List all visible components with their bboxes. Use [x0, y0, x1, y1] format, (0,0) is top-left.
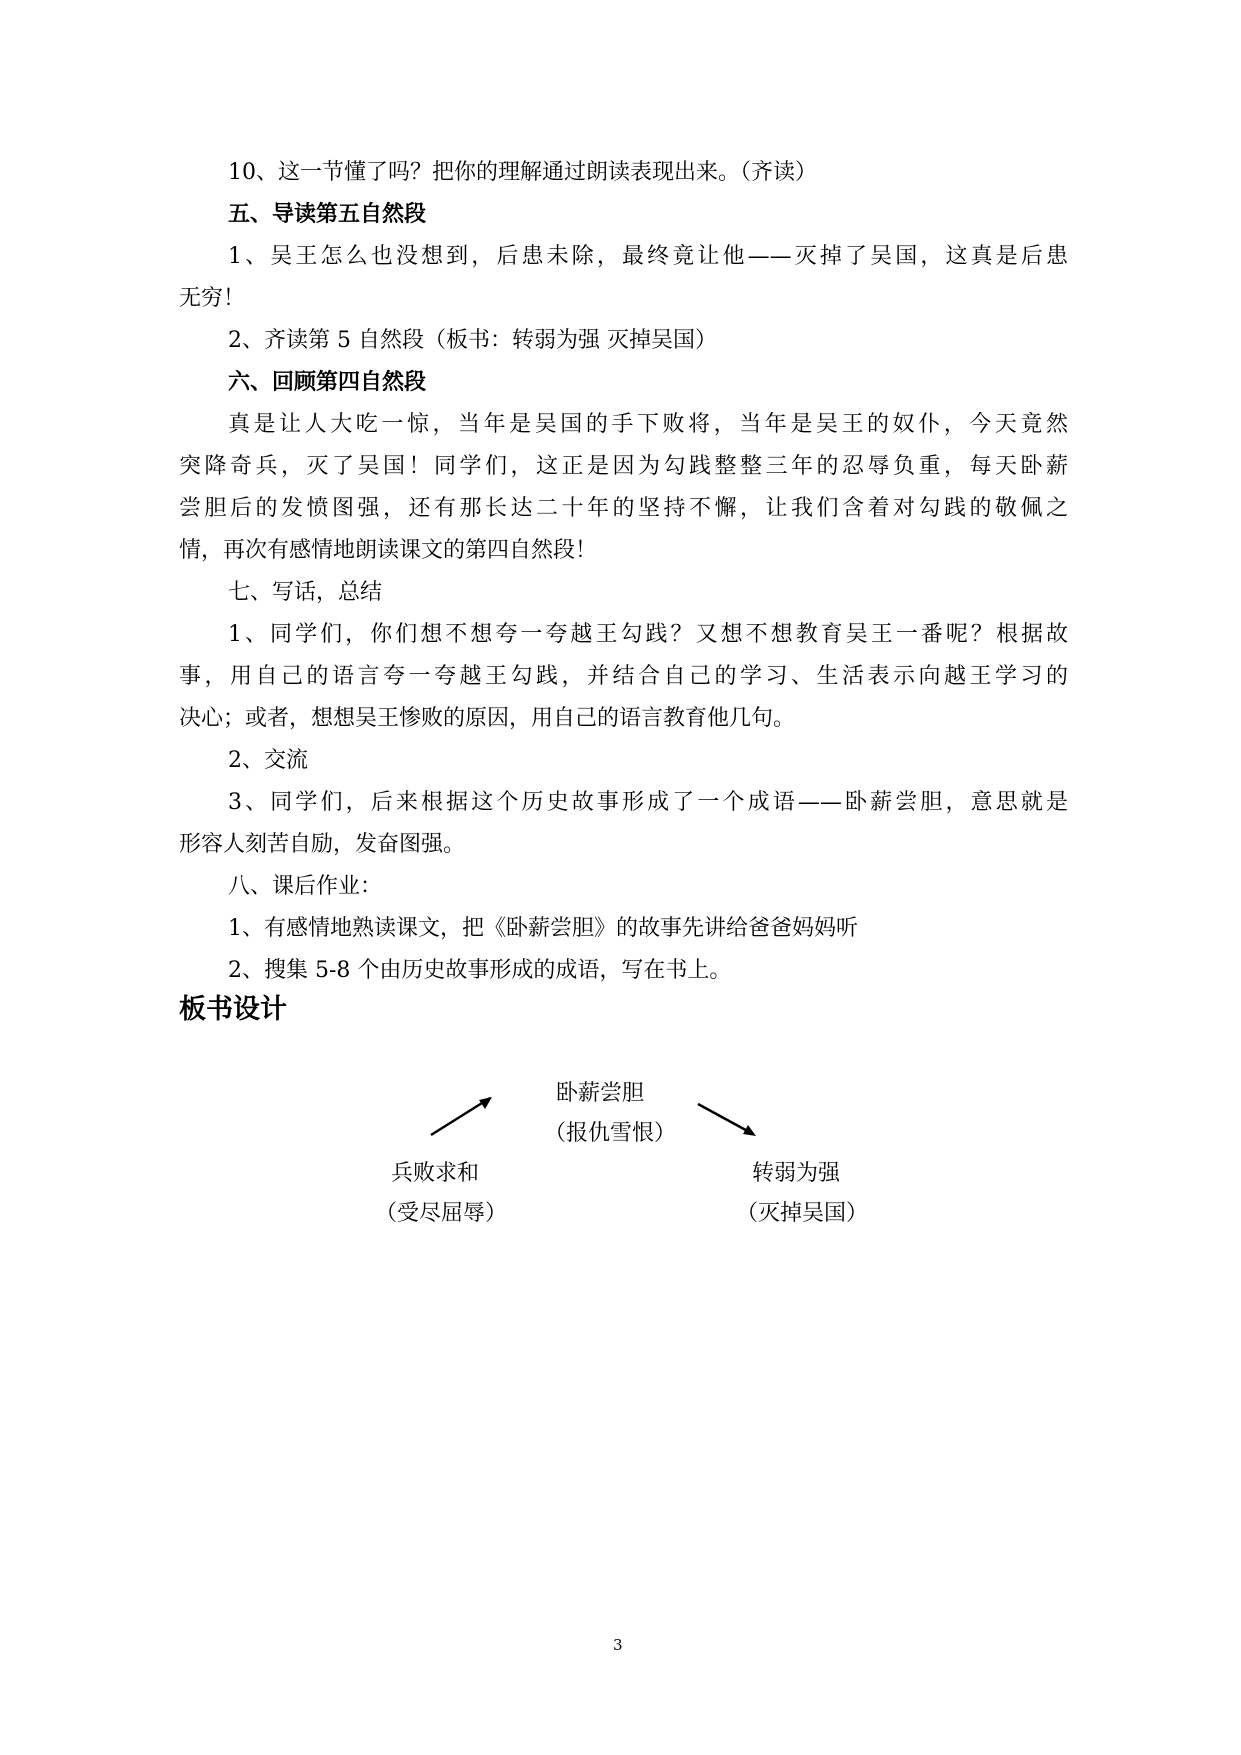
- paragraph-line: 事，用自己的语言夸一夸越王勾践，并结合自己的学习、生活表示向越王学习的: [179, 664, 1068, 689]
- board-left-title: 兵败求和: [391, 1161, 480, 1186]
- section-subheading: 六、回顾第四自然段: [228, 370, 427, 395]
- arrow-down-right-icon: [695, 1100, 759, 1142]
- paragraph-line: 1、有感情地熟读课文，把《卧薪尝胆》的故事先讲给爸爸妈妈听: [228, 916, 858, 941]
- paragraph-line: 2、搜集 5-8 个由历史故事形成的成语，写在书上。: [228, 958, 732, 983]
- paragraph-line: 1、吴王怎么也没想到，后患未除，最终竟让他——灭掉了吴国，这真是后患: [228, 244, 1068, 269]
- board-design-heading: 板书设计: [179, 994, 287, 1025]
- section-subheading: 八、课后作业：: [228, 874, 383, 899]
- paragraph-line: 无穷！: [179, 286, 246, 311]
- paragraph-line: 1、同学们，你们想不想夸一夸越王勾践？又想不想教育吴王一番呢？根据故: [228, 622, 1068, 647]
- section-subheading: 五、导读第五自然段: [228, 202, 427, 227]
- paragraph-line: 2、交流: [228, 748, 308, 773]
- page-number: 3: [613, 1636, 623, 1654]
- paragraph-line: 2、齐读第 5 自然段（板书：转弱为强 灭掉吴国）: [228, 328, 717, 353]
- paragraph-line: 10、这一节懂了吗？把你的理解通过朗读表现出来。（齐读）: [228, 160, 817, 185]
- paragraph-line: 真是让人大吃一惊，当年是吴国的手下败将，当年是吴王的奴仆，今天竟然: [228, 412, 1068, 437]
- board-top-subtitle: （报仇雪恨）: [544, 1121, 677, 1146]
- board-top-title: 卧薪尝胆: [556, 1081, 645, 1106]
- board-right-subtitle: （灭掉吴国）: [736, 1201, 869, 1226]
- paragraph-line: 形容人刻苦自励，发奋图强。: [179, 832, 466, 857]
- arrow-up-right-icon: [428, 1092, 496, 1140]
- paragraph-line: 尝胆后的发愤图强，还有那长达二十年的坚持不懈，让我们含着对勾践的敬佩之: [179, 496, 1068, 521]
- paragraph-line: 3、同学们，后来根据这个历史故事形成了一个成语——卧薪尝胆，意思就是: [228, 790, 1068, 815]
- paragraph-line: 决心；或者，想想吴王惨败的原因，用自己的语言教育他几句。: [179, 706, 796, 731]
- section-subheading: 七、写话，总结: [228, 580, 383, 605]
- paragraph-line: 情，再次有感情地朗读课文的第四自然段！: [179, 538, 598, 563]
- board-right-title: 转弱为强: [752, 1161, 841, 1186]
- board-left-subtitle: （受尽屈辱）: [375, 1201, 508, 1226]
- paragraph-line: 突降奇兵，灭了吴国！同学们，这正是因为勾践整整三年的忍辱负重，每天卧薪: [179, 454, 1068, 479]
